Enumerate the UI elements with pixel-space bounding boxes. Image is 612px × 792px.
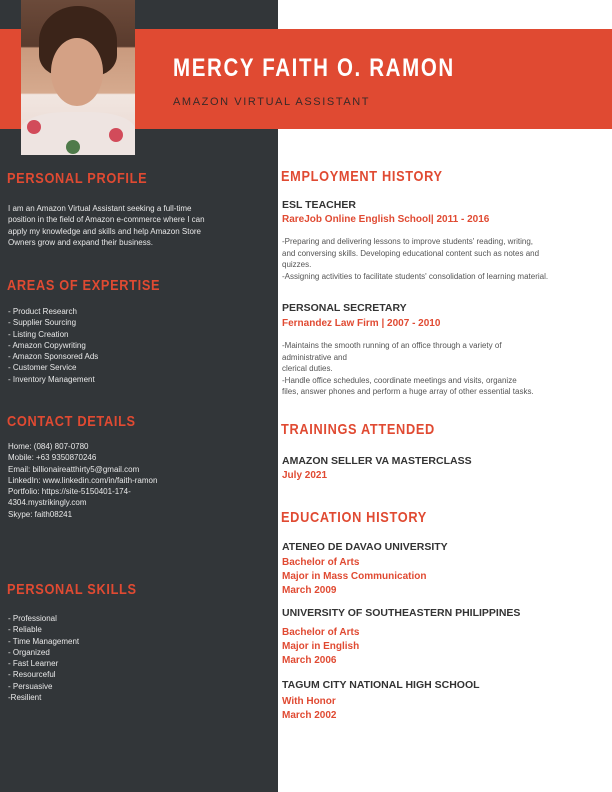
job-desc-line: -Assigning activities to facilitate students' consolidation of learning material. xyxy=(282,271,549,281)
school-detail: March 2006 xyxy=(282,655,337,666)
profile-line: position in the field of Amazon e-commerce where I can xyxy=(8,215,205,225)
school-detail: Bachelor of Arts xyxy=(282,627,360,638)
skill-item: - Persuasive xyxy=(8,681,53,691)
skill-item: - Fast Learner xyxy=(8,659,59,669)
contact-mobile: Mobile: +63 9350870246 xyxy=(8,453,97,463)
profile-text xyxy=(8,203,238,248)
school-details xyxy=(282,626,359,668)
role-subtitle: AMAZON VIRTUAL ASSISTANT xyxy=(173,96,371,108)
profile-heading: PERSONAL PROFILE xyxy=(7,170,148,187)
contact-portfolio[interactable]: Portfolio: https://site-5150401-174- xyxy=(8,487,131,497)
expertise-item: - Supplier Sourcing xyxy=(8,318,77,328)
skill-item: -Resilient xyxy=(8,693,42,703)
profile-line: apply my knowledge and skills and help Amazon Store xyxy=(8,226,201,236)
education-heading: EDUCATION HISTORY xyxy=(281,509,427,526)
profile-line: I am an Amazon Virtual Assistant seeking a full-time xyxy=(8,204,192,213)
contact-list xyxy=(8,441,238,520)
expertise-list xyxy=(8,306,238,385)
skill-item: - Reliable xyxy=(8,625,42,635)
job-description xyxy=(282,340,534,398)
contact-portfolio-cont[interactable]: 4304.mystrikingly.com xyxy=(8,498,87,508)
training-title: AMAZON SELLER VA MASTERCLASS xyxy=(282,455,472,467)
job-desc-line: quizzes. xyxy=(282,260,312,269)
job-title: PERSONAL SECRETARY xyxy=(282,302,407,314)
job-desc-line: -Preparing and delivering lessons to improve students' reading, writing, xyxy=(282,237,533,246)
expertise-item: - Amazon Sponsored Ads xyxy=(8,352,99,362)
skill-item: - Professional xyxy=(8,614,57,623)
contact-home: Home: (084) 807-0780 xyxy=(8,442,89,451)
school-detail: Major in Mass Communication xyxy=(282,571,427,582)
profile-photo xyxy=(21,0,135,155)
school-name: ATENEO DE DAVAO UNIVERSITY xyxy=(282,541,448,553)
job-desc-line: administrative and xyxy=(282,352,347,362)
school-name: UNIVERSITY OF SOUTHEASTERN PHILIPPINES xyxy=(282,607,521,619)
skills-list xyxy=(8,613,238,703)
contact-email[interactable]: Email: billionaireatthirty5@gmail.com xyxy=(8,464,140,474)
contact-heading: CONTACT DETAILS xyxy=(7,413,136,430)
job-title: ESL TEACHER xyxy=(282,199,356,211)
expertise-item: - Product Research xyxy=(8,307,77,316)
expertise-item: - Inventory Management xyxy=(8,374,95,384)
training-date: July 2021 xyxy=(282,470,328,481)
school-detail: With Honor xyxy=(282,696,336,707)
school-details xyxy=(282,695,336,723)
profile-line: Owners grow and expand their business. xyxy=(8,237,153,247)
skill-item: - Time Management xyxy=(8,636,80,646)
skill-item: - Resourceful xyxy=(8,670,56,680)
expertise-item: - Amazon Copywriting xyxy=(8,340,86,350)
job-description xyxy=(282,236,548,282)
school-details xyxy=(282,556,426,598)
expertise-item: - Listing Creation xyxy=(8,329,69,339)
school-detail: Bachelor of Arts xyxy=(282,557,360,568)
job-desc-line: -Maintains the smooth running of an office through a variety of xyxy=(282,341,502,350)
name-title: MERCY FAITH O. RAMON xyxy=(173,54,455,82)
skill-item: - Organized xyxy=(8,647,50,657)
school-detail: March 2009 xyxy=(282,585,337,596)
contact-skype: Skype: faith08241 xyxy=(8,509,73,519)
school-detail: March 2002 xyxy=(282,710,337,721)
job-company: RareJob Online English School| 2011 - 2016 xyxy=(282,214,490,225)
expertise-item: - Customer Service xyxy=(8,363,77,373)
job-desc-line: and conversing skills. Developing educational content such as notes and xyxy=(282,248,540,258)
job-desc-line: -Handle office schedules, coordinate meetings and visits, organize xyxy=(282,375,517,385)
job-company: Fernandez Law Firm | 2007 - 2010 xyxy=(282,318,441,329)
employment-heading: EMPLOYMENT HISTORY xyxy=(281,168,443,185)
school-name: TAGUM CITY NATIONAL HIGH SCHOOL xyxy=(282,679,480,691)
skills-heading: PERSONAL SKILLS xyxy=(7,581,137,598)
school-detail: Major in English xyxy=(282,641,360,652)
expertise-heading: AREAS OF EXPERTISE xyxy=(7,277,161,294)
contact-linkedin[interactable]: LinkedIn: www.linkedin.com/in/faith-ramon xyxy=(8,475,158,485)
job-desc-line: clerical duties. xyxy=(282,364,333,373)
trainings-heading: TRAININGS ATTENDED xyxy=(281,421,435,438)
job-desc-line: files, answer phones and perform a huge array of other essential tasks. xyxy=(282,387,534,396)
